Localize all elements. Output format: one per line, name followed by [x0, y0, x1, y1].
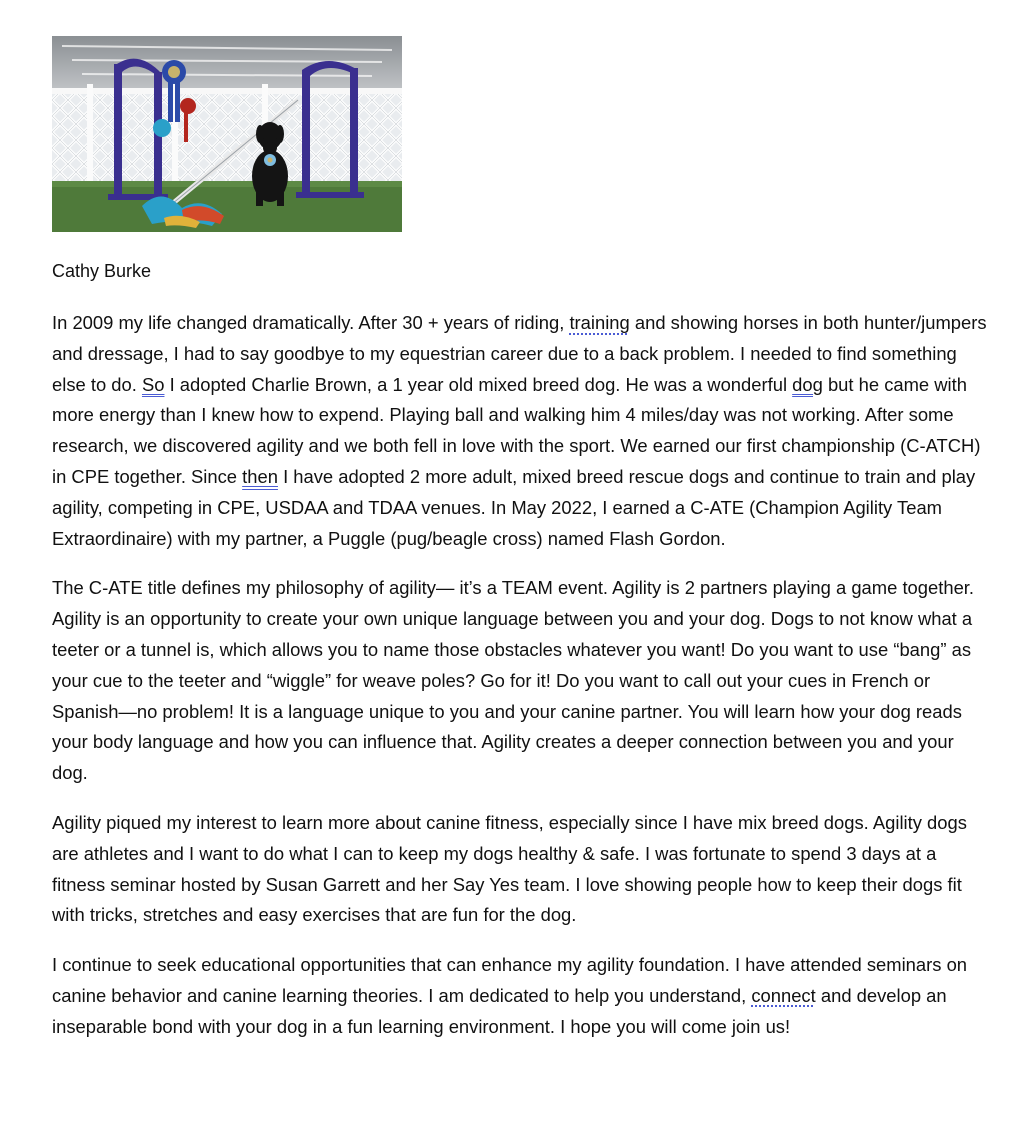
- paragraph-4: [52, 950, 992, 1042]
- text-run: and develop an inseparable bond with your dog in a fun learning environment. I hope you will come join us!: [52, 984, 947, 1037]
- text-run: and showing horses in both hunter/jumpers and dressage, I had to say goodbye to my equestrian career due to a back problem. I needed to find something else to do.: [52, 312, 987, 395]
- bio-text: [52, 308, 992, 1062]
- text-run: but he came with more energy than I knew how to expend. Playing ball and walking him 4 miles/day was not working. After some research, we discovered agility and we both fell in love with the sport. We earned our first championship (C-ATCH) in CPE together. Since: [52, 373, 981, 487]
- paragraph-3: Agility piqued my interest to learn more about canine fitness, especially since I have mix breed dogs. Agility dogs are athletes and I want to do what I can to keep my dogs healthy & safe. I was fortunate to spend 3 days at a fitness seminar hosted by Susan Garrett and her Say Yes team. I love showing people how to keep their dogs fit with tricks, stretches and easy exercises that are fun for the dog.: [52, 811, 967, 926]
- paragraph-2: The C-ATE title defines my philosophy of agility— it’s a TEAM event. Agility is 2 partners playing a game together. Agility is an opportunity to create your own unique language between you and your dog. Dogs to not know what a teeter or a tunnel is, which allows you to name those obstacles whatever you want! Do you want to use “bang” as your cue to the teeter and “wiggle” for weave poles? Go for it! Do you want to call out your cues in French or Spanish—no problem! It is a language unique to you and your canine partner. You will learn how your dog reads your body language and how you can influence that. Agility creates a deeper connection between you and your dog.: [52, 577, 975, 784]
- text-run: I adopted Charlie Brown, a 1 year old mixed breed dog. He was a wonderful: [164, 373, 793, 395]
- grammar-flag: So: [141, 373, 165, 395]
- agility-dog-photo: [52, 36, 402, 232]
- grammar-flag: connect: [751, 984, 816, 1006]
- author-name: Cathy Burke: [52, 261, 152, 281]
- text-run: In 2009 my life changed dramatically. After 30 + years of riding,: [52, 312, 570, 333]
- grammar-flag: training: [569, 312, 630, 333]
- grammar-flag: then: [242, 465, 278, 487]
- text-run: I have adopted 2 more adult, mixed breed rescue dogs and continue to train and play agility, competing in CPE, USDAA and TDAA venues. In May 2022, I earned a C-ATE (Champion Agility Team Extraordinaire) with my partner, a Puggle (pug/beagle cross) named Flash Gordon.: [52, 465, 976, 549]
- paragraph-1: [52, 308, 992, 554]
- grammar-flag: dog: [792, 373, 823, 395]
- text-run: I continue to seek educational opportunities that can enhance my agility foundation. I have attended seminars on canine behavior and canine learning theories. I am dedicated to help you understand,: [52, 954, 968, 1006]
